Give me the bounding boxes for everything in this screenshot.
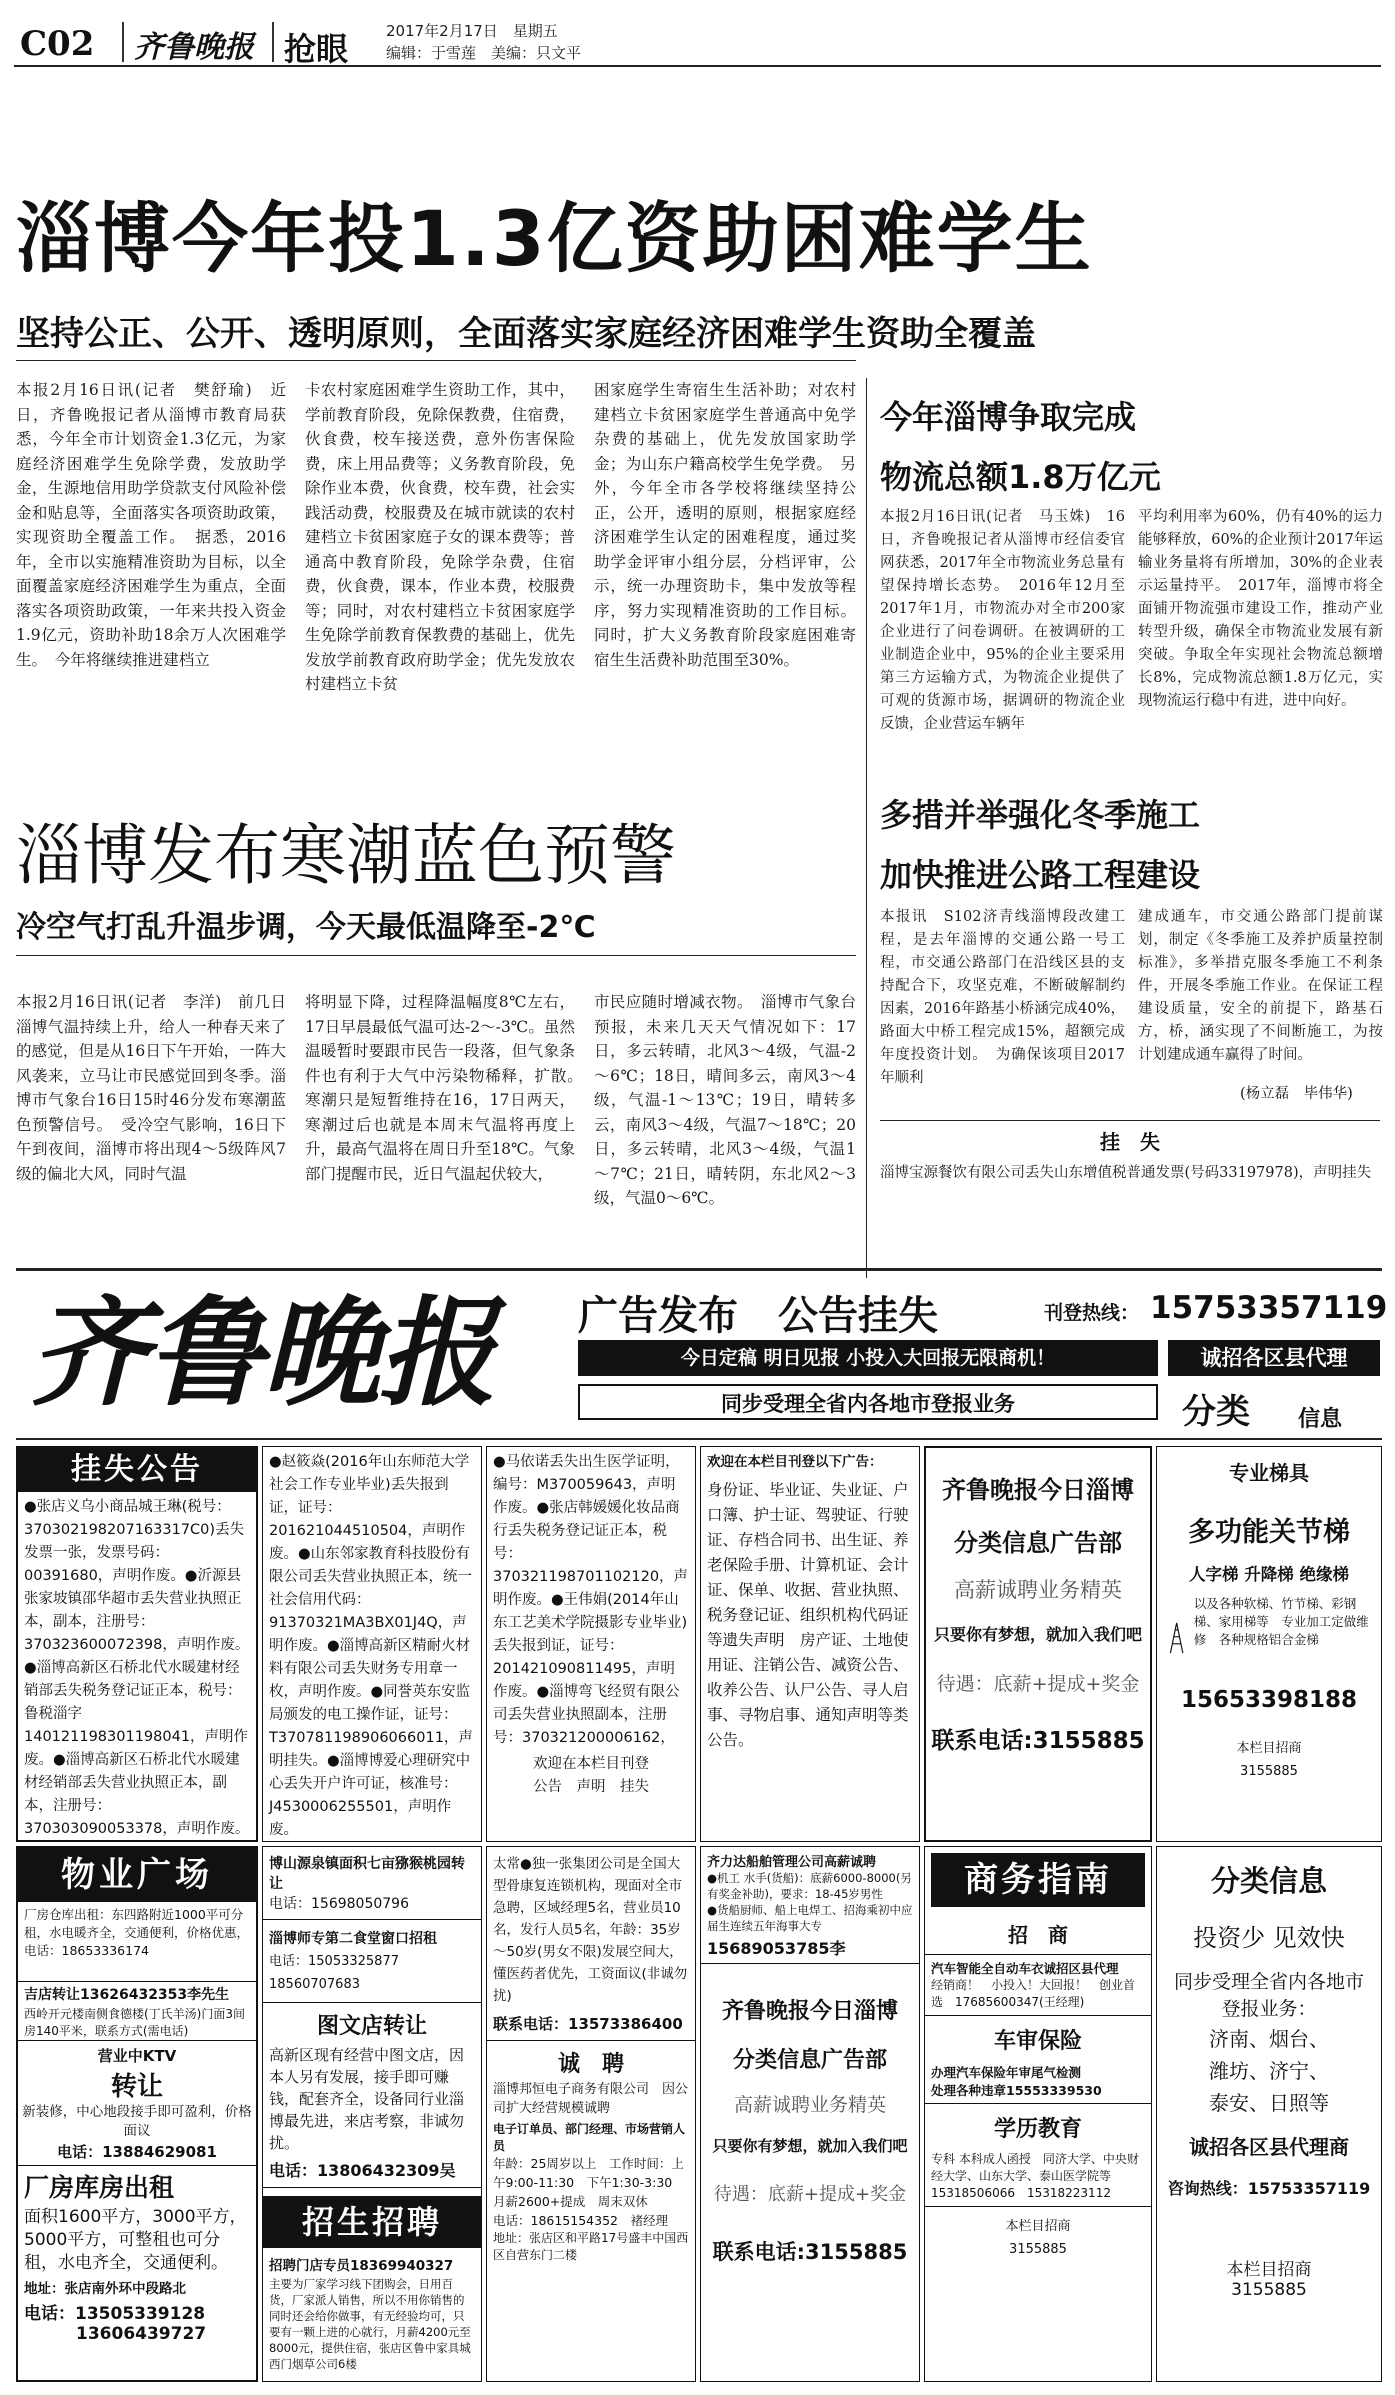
article-column: 困家庭学生寄宿生生活补助；对农村建档立卡贫困家庭学生普通高中免学杂费的基础上，优先发放国家助学金；为山东户籍高校学生免学费。 另外，今年全市各学校将继续坚持公正，公开，透明的原则，根据家庭经济困难学生认定的困难程度，通过奖助学金评审小组分层，分档评审，公示，统一办理资助卡，集中发放等程序，努力实现精准资助的工作目标。同时，扩大义务教育阶段家庭困难寄宿生生活费补助范围至30%。 xyxy=(594,381,856,669)
article-column: 建成通车，市交通公路部门提前谋划，制定《冬季施工及养护质量控制标准》，多举措克服冬季施工不利条件，开展冬季施工作业。在保证工程建设质量，安全的前提下，路基石方，桥，涵实现了不间断施工，为按计划建成通车赢得了时间。 xyxy=(1138,909,1383,1063)
recruit-ad-line: 高薪诚聘业务精英 xyxy=(733,2094,886,2116)
classified-info-line: 投资少 见效快 xyxy=(1193,1924,1345,1952)
welcome-text: 欢迎在本栏目刊登 xyxy=(533,1756,649,1772)
hiring-positions: 电子订单员、部门经理、市场营销人员 xyxy=(493,2122,686,2153)
rent-desc: 面积1600平方，3000平方，5000平方，可整租也可分租，水电齐全，交通便利。 xyxy=(24,2207,247,2273)
section-title: 抢眼 xyxy=(284,30,349,68)
headline-main: 淄博今年投1.3亿资助困难学生 xyxy=(16,194,1093,283)
car-insurance-desc: 办理汽车保险年审尾气检测 xyxy=(931,2065,1082,2080)
orchard-ad xyxy=(263,1847,481,1920)
classified-info-box xyxy=(1156,1846,1382,2382)
recruit-ad-line: 高薪诚聘业务精英 xyxy=(954,1578,1122,1602)
lost-notice-list: ●马依诺丢失出生医学证明，编号：M370059643，声明作废。●张店韩媛媛化妆品商行丢失税务登记证正本，税号：370321198701102120，声明作废。●王伟娟(2014年山东工艺美术学院摄影专业毕业)丢失报到证，证号：201421090811495，声明作废。●淄博弯飞经贸有限公司丢失营业执照副本，注册号：370321200006162， xyxy=(493,1454,689,1746)
business-guide-title: 商务指南 xyxy=(931,1853,1145,1907)
page-header xyxy=(14,12,1381,67)
ad-types-box xyxy=(700,1446,920,1842)
divider xyxy=(272,22,274,62)
hiring-phone: 电话：18615154352 褚经理 xyxy=(493,2213,668,2228)
recruit-ad-title: 齐鲁晚报今日淄博 xyxy=(942,1476,1134,1504)
info-label: 信息 xyxy=(1298,1407,1343,1432)
brand-logo: 齐鲁晚报 xyxy=(134,30,254,65)
classified-info-line: 同步受理全省内各地市登报业务： xyxy=(1173,1971,1364,2020)
rule xyxy=(16,1268,1382,1271)
rule xyxy=(16,955,856,956)
job-title: 招聘门店专员18369940327 xyxy=(269,2258,454,2274)
article-column: 本报2月16日讯(记者 李洋) 前几日淄博气温持续上升，给人一种春天来了的感觉，但是从16日下午开始，一阵大风袭来，立马让市民感觉回到冬季。淄博市气象台16日15时46分发布寒潮蓝色预警信号。 受冷空气影响，16日下午到夜间，淄博市将出现4～5级阵风7级的偏北大风，同时气温 xyxy=(16,993,286,1183)
property-box xyxy=(16,1846,258,2382)
lost-notice-title: 挂失公告 xyxy=(18,1448,256,1492)
ladder-ad-title: 专业梯具 xyxy=(1229,1461,1309,1485)
recruit-ad-box xyxy=(924,1446,1152,1842)
car-insurance-phone: 处理各种违章15553339530 xyxy=(925,2081,1151,2104)
hiring-ad-1-phone: 联系电话：13573386400 xyxy=(487,2013,695,2041)
business-guide-box xyxy=(924,1846,1152,2382)
transfer-box xyxy=(262,1846,482,2382)
city-list: 潍坊、济宁、 xyxy=(1209,2059,1329,2083)
byline: (杨立磊 毕伟华) xyxy=(1240,1086,1353,1102)
property-title: 物业广场 xyxy=(18,1848,256,1902)
column-foot-tel: 3155885 xyxy=(1231,2280,1307,2300)
shipping-title: 齐力达船舶管理公司高薪诚聘 xyxy=(707,1855,877,1870)
article-column: 平均利用率为60%，仍有40%的运力能够释放，60%的企业预计2017年运输业务量将有所增加，30%的企业表示运量持平。 2017年，淄博市将全面铺开物流强市建设工作，推动产业转型升级，确保全市物流业发展有新突破。争取全年实现社会物流总额增长8%，完成物流总额1.8万亿元，实现物流运行稳中有进，进中向好。 xyxy=(1138,509,1383,709)
page-number: C02 xyxy=(20,24,95,64)
rent-phone: 电话：13505339128 xyxy=(24,2304,206,2324)
property-item: 西岭开元楼南侧食德楼(丁氏羊汤)门面3间房140平米，联系方式(需电话) xyxy=(18,2006,256,2041)
recruit-ad-line: 只要你有梦想，就加入我们吧 xyxy=(712,2137,908,2155)
car-insurance-title: 车审保险 xyxy=(993,2029,1082,2054)
ad-types-head: 欢迎在本栏目刊登以下广告： xyxy=(707,1454,883,1470)
recruit-ad-dept: 分类信息广告部 xyxy=(732,2048,887,2073)
hiring-box xyxy=(486,1846,696,2382)
car-cover-ad: 汽车智能全自动车衣诚招区县代理 xyxy=(931,1961,1119,1976)
hiring-company: 淄博邦恒电子商务有限公司 因公司扩大经营规模诚聘 xyxy=(493,2082,689,2116)
lost-notice-box-3 xyxy=(486,1446,696,1842)
shipping-box xyxy=(700,1846,920,2382)
headline-road-1: 多措并举强化冬季施工 xyxy=(880,796,1201,834)
hiring-terms: 年龄：25周岁以上 工作时间：上午9:00-11:30 下午1:30-3:30 月薪2600+提成 周末双休 xyxy=(493,2156,685,2209)
issue-date: 2017年2月17日 星期五 xyxy=(386,22,558,40)
recruit-ad-salary: 待遇：底薪+提成+奖金 xyxy=(713,2184,907,2205)
rent-phone: 13606439727 xyxy=(76,2324,207,2344)
property-item-title: 吉店转让13626432353李先生 xyxy=(24,1987,230,2003)
lost-notice-box xyxy=(16,1446,258,1842)
print-shop-title: 图文店转让 xyxy=(316,2014,427,2039)
hiring-title: 诚 聘 xyxy=(557,2052,624,2077)
ktv-desc: 新装修，中心地段接手即可盈利，价格面议 xyxy=(22,2104,252,2139)
ladder-ad-box xyxy=(1156,1446,1382,1842)
city-list: 济南、烟台、 xyxy=(1209,2027,1329,2051)
print-shop-desc: 高新区现有经营中图文店，因本人另有发展，接手即可赚钱，配套齐全，设备同行业淄博最先进，来店考察，非诚勿扰。 xyxy=(269,2046,465,2152)
ad-types-list: 身份证、毕业证、失业证、户口簿、护士证、驾驶证、行驶证、存档合同书、出生证、养老保险手册、计算机证、会计证、保单、收据、营业执照、税务登记证、组织机构代码证等遗失声明 房产证、土地使用证、注销公告、减资公告、收养公告、认尸公告、寻人启事、寻物启事、通知声明等类公告。 xyxy=(707,1481,909,1749)
headline-road-2: 加快推进公路工程建设 xyxy=(880,856,1201,894)
investment-title: 招 商 xyxy=(925,1913,1151,1955)
divider xyxy=(122,22,124,62)
column-foot-tel: 3155885 xyxy=(1240,1764,1298,1779)
agent-recruit: 诚招各区县代理 xyxy=(1168,1340,1380,1376)
ad-service: 同步受理全省内各地市登报业务 xyxy=(578,1384,1158,1420)
ad-headline: 广告发布 公告挂失 xyxy=(578,1293,938,1339)
rent-title: 厂房库房出租 xyxy=(24,2173,175,2202)
orchard-phone: 电话：15698050796 xyxy=(269,1896,409,1912)
shipping-line: ●货船厨师、船上电焊工、招海乘初中应届生连续五年海事大专 xyxy=(707,1903,913,1933)
ladder-ad-phone: 15653398188 xyxy=(1180,1687,1358,1713)
job-desc: 主要为厂家学习线下团购会，日用百货，厂家派人销售，所以不用你销售的同时还会给你做事，有无经验均可，只要有一颗上进的心就行，月薪4200元至8000元，提供住宿，张店区鲁中家具城西门烟草公司6楼 xyxy=(269,2277,471,2371)
hotline-label: 刊登热线： xyxy=(1044,1302,1140,1324)
headline-logistics-2: 物流总额1.8万亿元 xyxy=(880,458,1161,496)
ladder-ad-head: 多功能关节梯 xyxy=(1188,1517,1350,1548)
lost-notice-list: ●赵筱焱(2016年山东师范大学社会工作专业毕业)丢失报到证，证号：201621044510504，声明作废。●山东邻家教育科技股份有限公司丢失营业执照正本，统一社会信用代码：91370321MA3BX01J4Q，声明作废。●淄博高新区精耐火材料有限公司丢失财务专用章一枚，声明作废。●同誉英东安监局颁发的电工操作证，证号：T370781198906066011，声明挂失。●淄博博爱心理研究中心丢失开户许可证，核准号：J4530006255501，声明作废。 xyxy=(269,1454,473,1838)
print-shop-phone: 电话：13806432309吴 xyxy=(263,2158,481,2188)
shipping-line: ●机工 水手(货船)：底薪6000-8000(另有奖金补助)，要求：18-45岁男性 xyxy=(707,1871,912,1901)
brand-logo-large: 齐鲁晚报 xyxy=(30,1283,495,1422)
article-column: 本报2月16日讯(记者 马玉姝) 16日，齐鲁晚报记者从淄博市经信委官网获悉，2017年全市物流业务总量有望保持增长态势。 2016年12月至2017年1月，市物流办对全市200家企业进行了问卷调研。在被调研的工业制造企业中，95%的企业主要采用第三方运输方式，为物流企业提供了可观的货源市场，据调研的物流企业反馈，企业营运车辆年 xyxy=(880,509,1125,732)
hiring-ad-1: 太常●独一张集团公司是全国大型骨康复连锁机构，现面对全市急聘，区域经理5名，营业员10名，发行人员5名，年龄：35岁～50岁(男女不限)发展空间大，懂医药者优先，工资面议(非诚勿扰) xyxy=(493,1856,688,2004)
canteen-title: 淄博师专第二食堂窗口招租 xyxy=(269,1931,437,1947)
city-list: 泰安、日照等 xyxy=(1209,2091,1329,2115)
rule xyxy=(880,1120,1380,1121)
recruit-ad-salary: 待遇：底薪+提成+奖金 xyxy=(936,1673,1140,1695)
ladder-icon xyxy=(1165,1595,1190,1681)
subheadline-weather: 冷空气打乱升温步调，今天最低温降至-2℃ xyxy=(16,910,596,945)
article-column: 将明显下降，过程降温幅度8℃左右，17日早晨最低气温可达-2～-3℃。虽然温暖暂时要跟市民告一段落，但气象条件也有利于大气中污染物稀释，扩散。 寒潮只是短暂维持在16，17日两天，寒潮过后也就是本周末气温将再度上升，最高气温将在周日升至18℃。气象部门提醒市民，近日气温起伏较大， xyxy=(305,993,575,1183)
column-foot: 本栏目招商 xyxy=(1005,2219,1071,2234)
classified-info-title: 分类信息 xyxy=(1210,1864,1327,1898)
recruit-ad-title: 齐鲁晚报今日淄博 xyxy=(721,1999,898,2024)
article-column: 本报讯 S102济青线淄博段改建工程，是去年淄博的交通公路一号工程，市交通公路部门在沿线区县的支持配合下，攻坚克难，不断破解制约因素，2016年路基小桥涵完成40%，路面大中桥工程完成15%，超额完成年度投资计划。 为确保该项目2017年顺利 xyxy=(880,909,1125,1086)
column-foot: 本栏目招商 xyxy=(1226,2260,1312,2280)
rule xyxy=(16,1438,1382,1440)
fenlei-label: 分类 xyxy=(1182,1392,1250,1432)
ladder-ad-types: 人字梯 升降梯 绝缘梯 xyxy=(1189,1565,1349,1584)
notice-body: 淄博宝源餐饮有限公司丢失山东增值税普通发票(号码33197978)，声明挂失 xyxy=(880,1165,1372,1181)
hiring-address: 地址：张店区和平路17号盛丰中国西区自营东门二楼 xyxy=(493,2231,689,2262)
ktv-phone: 电话：13884629081 xyxy=(18,2141,256,2166)
recruit-ad-dept: 分类信息广告部 xyxy=(954,1529,1122,1557)
ktv-head: 营业中KTV xyxy=(97,2047,177,2065)
rent-address: 地址：张店南外环中段路北 xyxy=(24,2281,186,2297)
consult-hotline: 咨询热线：15753357119 xyxy=(1167,2179,1371,2198)
lost-notice-box-2 xyxy=(262,1446,482,1842)
article-column: 卡农村家庭困难学生资助工作，其中，学前教育阶段，免除保教费，住宿费，伙食费，校车接送费，意外伤害保险费，床上用品费等；义务教育阶段，免除作业本费，伙食费，校车费，社会实践活动费，校服费及在城市就读的农村建档立卡贫困家庭子女的课本费等；普通高中教育阶段，免除学杂费，住宿费，伙食费，课本，作业本费，校服费等；同时，对农村建档立卡贫困家庭学生免除学前教育保教费的基础上，优先发放学前教育政府助学金；优先发放农村建档立卡贫 xyxy=(305,381,575,693)
recruit-ad-phone: 联系电话:3155885 xyxy=(712,2240,908,2264)
editor-line: 编辑：于雪莲 美编：只文平 xyxy=(386,44,582,62)
column-foot: 本栏目招商 xyxy=(1236,1741,1302,1756)
article-column: 市民应随时增减衣物。 淄博市气象台预报，未来几天天气情况如下：17日，多云转晴，北风3～4级，气温-2～6℃；18日，晴间多云，南风3～4级，气温-1～13℃；19日，晴转多云，南风3～4级，气温7～18℃；20日，多云转晴，北风3～4级，气温1～7℃；21日，晴转阴，东北风2～3级，气温0～6℃。 xyxy=(594,993,856,1207)
notice-title: 挂 失 xyxy=(1100,1130,1160,1154)
headline-logistics-1: 今年淄博争取完成 xyxy=(880,398,1137,436)
rule xyxy=(16,360,856,361)
education-title: 学历教育 xyxy=(993,2117,1082,2142)
shipping-phone: 15689053785李 xyxy=(701,1934,919,1964)
recruit-ad-phone: 联系电话:3155885 xyxy=(931,1728,1145,1754)
lost-notice-list: ●张店义乌小商品城王琳(税号：370302198207163317C0)丢失发票一张，发票号码：00391680，声明作废。●沂源县张家坡镇邵华超市丢失营业执照正本，副本，注册号：370323600072398，声明作废。●淄博高新区石桥北代水暖建材经销部丢失税务登记证正本，税号：鲁税淄字140121198301198041，声明作废。●淄博高新区石桥北代水暖建材经销部丢失营业执照正本，副本，注册号：370303090053378，声明作废。 xyxy=(24,1499,250,1837)
column-divider xyxy=(866,378,867,1278)
article-column: 本报2月16日讯(记者 樊舒瑜) 近日，齐鲁晚报记者从淄博市教育局获悉，今年全市计划资金1.3亿元，为家庭经济困难学生免除学费，发放助学金，生源地信用助学贷款支付风险补偿金和贴息等，全面落实各项资助政策，实现资助全覆盖工作。 据悉，2016年，全市以实施精准资助为目标，以全面覆盖家庭经济困难学生为重点，全面落实各项资助政策，一年来共投入资金1.9亿元，资助补助18余万人次困难学生。 今年将继续推进建档立 xyxy=(16,381,286,669)
education-desc: 专科 本科成人函授 同济大学、中央财经大学、山东大学、泰山医学院等 15318506066 15318223112 xyxy=(925,2151,1151,2207)
canteen-phone: 电话：15053325877 18560707683 xyxy=(263,1950,481,2003)
ladder-ad-desc: 以及各种软梯、竹节梯、彩钢梯、家用梯等 专业加工定做维修 各种规格铝合金梯 xyxy=(1193,1596,1369,1647)
agent-recruit-text: 诚招各区县代理商 xyxy=(1189,2135,1349,2159)
property-item: 厂房仓库出租：东四路附近1000平可分租，水电暖齐全，交通便利，价格优惠，电话：18653336174 xyxy=(18,1902,256,1982)
headline-weather: 淄博发布寒潮蓝色预警 xyxy=(16,817,676,894)
car-cover-desc: 经销商！ 小投入！大回报！ 创业首选 17685600347(王经理) xyxy=(925,1977,1151,2016)
ktv-title: 转让 xyxy=(110,2072,163,2102)
column-foot-tel: 3155885 xyxy=(1009,2242,1067,2257)
notice-kinds: 公告 声明 挂失 xyxy=(533,1779,649,1795)
subheadline-main: 坚持公正、公开、透明原则，全面落实家庭经济困难学生资助全覆盖 xyxy=(16,314,1036,354)
hotline-number: 15753357119 xyxy=(1150,1290,1388,1326)
orchard-title: 博山源泉镇面积七亩猕猴桃园转让 xyxy=(269,1856,465,1892)
recruit-title: 招生招聘 xyxy=(263,2196,481,2248)
ad-slogan: 今日定稿 明日见报 小投入大回报无限商机！ xyxy=(578,1340,1158,1376)
recruit-ad-line: 只要你有梦想，就加入我们吧 xyxy=(933,1625,1142,1644)
